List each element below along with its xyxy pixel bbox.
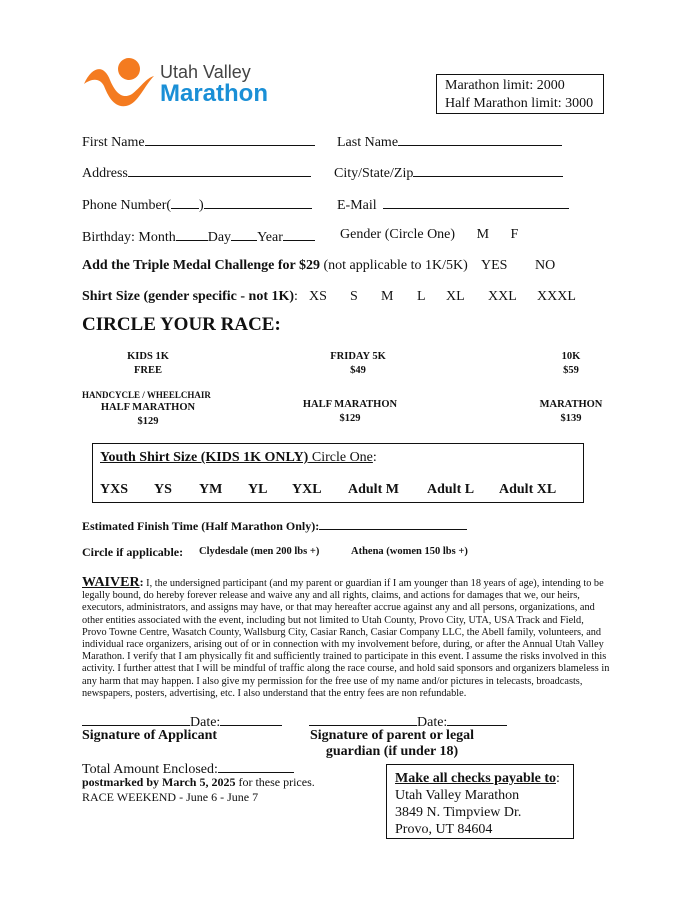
triple-no[interactable]: NO	[535, 258, 556, 273]
finish-time-row	[82, 516, 467, 534]
birth-month-field[interactable]	[176, 227, 208, 241]
race-half-marathon[interactable]	[295, 398, 405, 426]
triple-medal-label: Add the Triple Medal Challenge for $29	[82, 258, 320, 273]
area-code-field[interactable]	[171, 195, 199, 209]
athena-option[interactable]: Athena (women 150 lbs +)	[351, 546, 468, 557]
logo-line-2: Marathon	[160, 80, 268, 107]
youth-colon: :	[372, 450, 377, 465]
last-name-row	[337, 132, 562, 151]
shirt-m[interactable]: M	[381, 289, 394, 304]
youth-adult-xl[interactable]: Adult XL	[499, 482, 557, 497]
clydesdale-option[interactable]: Clydesdale (men 200 lbs +)	[199, 546, 320, 557]
ten-k-label: 10K	[561, 351, 581, 362]
youth-ym[interactable]: YM	[199, 482, 223, 497]
birthday-row	[82, 227, 315, 246]
logo	[82, 56, 282, 108]
checks-heading-row	[395, 770, 573, 787]
birthday-year-label: Year	[257, 230, 283, 245]
email-field[interactable]	[383, 195, 569, 209]
waiver-text: I, the undersigned participant (and my parent or guardian if I am younger than 18 years of age), intending to be legally bound, do hereby forever release and waive any and all rights, claims, and actions for damages that we, our heirs, executors, administrators, and assigns may have, or that may hereafter accrue against any and all persons, organizations, and other entities associated with the event, including but not limited to Utah County, Provo City, UTA, USA Track and Field, Provo Towne Centre, Wasatch County, Wallsburg City, Casiar Ranch, Casiar Company LLC, the Abell family, volunteers, and individual race organizers, arising out of or in connection with my involvement before, during, or after the Annual Utah Valley Marathon. I verify that I am physically fit and sufficiently trained to participate in this event. I assume the risks involved in this activity. I further attest that I will be mindful of traffic along the race course, and hold said sponsors and organizers blameless in any harm that may happen. I also give my permission for the free use of my name and/or pictures in telecasts, broadcasts, newspapers, posters, advertising, etc. I also understand that the entry fees are non refundable.	[82, 578, 610, 699]
address-label: Address	[82, 166, 128, 181]
phone-field[interactable]	[204, 195, 312, 209]
gender-row	[340, 227, 518, 243]
shirt-size-colon: :	[294, 289, 298, 304]
youth-adult-m[interactable]: Adult M	[348, 482, 399, 497]
applicant-date-label: Date:	[190, 715, 221, 730]
half-marathon-price: $129	[339, 413, 361, 424]
ten-k-price: $59	[563, 365, 579, 376]
shirt-s[interactable]: S	[350, 289, 358, 304]
address-row	[82, 163, 311, 182]
shirt-xxl[interactable]: XXL	[488, 289, 517, 304]
youth-shirt-box	[92, 443, 584, 503]
waiver-paragraph	[82, 576, 610, 700]
youth-shirt-label: Youth Shirt Size (KIDS 1K ONLY)	[100, 450, 309, 465]
marathon-label: MARATHON	[539, 399, 603, 410]
applicant-date-field[interactable]	[220, 712, 282, 726]
handcycle-price: $129	[137, 416, 159, 427]
total-field[interactable]	[218, 759, 294, 773]
guardian-date-label: Date:	[417, 715, 448, 730]
checks-street: 3849 N. Timpview Dr.	[395, 805, 522, 820]
youth-yl[interactable]: YL	[248, 482, 268, 497]
youth-shirt-heading	[100, 450, 377, 466]
birth-day-field[interactable]	[231, 227, 257, 241]
gender-m[interactable]: M	[476, 227, 490, 242]
postmark-row	[82, 775, 315, 790]
applicant-signature-label: Signature of Applicant	[82, 728, 218, 743]
gender-f[interactable]: F	[510, 227, 519, 242]
half-marathon-limit: Half Marathon limit: 3000	[445, 96, 594, 111]
first-name-label: First Name	[82, 135, 145, 150]
birthday-day-label: Day	[207, 230, 232, 245]
shirt-l[interactable]: L	[417, 289, 426, 304]
address-field[interactable]	[128, 163, 311, 177]
guardian-date-field[interactable]	[447, 712, 507, 726]
guardian-signature-field[interactable]	[309, 712, 417, 726]
finish-time-label: Estimated Finish Time (Half Marathon Only):	[82, 519, 320, 533]
race-marathon[interactable]	[535, 398, 607, 426]
city-state-zip-field[interactable]	[413, 163, 563, 177]
total-label: Total Amount Enclosed:	[82, 762, 218, 777]
half-marathon-label: HALF MARATHON	[302, 399, 398, 410]
race-10k[interactable]	[552, 350, 590, 378]
logo-line-1: Utah Valley	[160, 62, 251, 82]
waiver-heading: WAIVER	[82, 575, 140, 590]
race-friday-5k[interactable]	[318, 350, 398, 378]
youth-ys[interactable]: YS	[154, 482, 172, 497]
birth-year-field[interactable]	[283, 227, 315, 241]
youth-adult-l[interactable]: Adult L	[427, 482, 475, 497]
city-state-zip-label: City/State/Zip	[334, 166, 414, 181]
triple-medal-note: (not applicable to 1K/5K)	[320, 258, 468, 273]
last-name-field[interactable]	[398, 132, 562, 146]
last-name-label: Last Name	[337, 135, 399, 150]
marathon-limit: Marathon limit: 2000	[445, 78, 565, 93]
youth-yxs[interactable]: YXS	[100, 482, 129, 497]
postmark-prices: for these prices.	[235, 775, 315, 789]
race-kids-1k[interactable]	[118, 350, 178, 378]
email-label: E-Mail	[337, 198, 377, 213]
waiver-colon: :	[139, 575, 144, 589]
shirt-xs[interactable]: XS	[309, 289, 327, 304]
triple-yes[interactable]: YES	[481, 258, 508, 273]
triple-medal-row	[82, 258, 468, 274]
city-row	[334, 163, 563, 182]
race-handcycle[interactable]	[82, 388, 214, 429]
youth-circle-one: Circle One	[308, 450, 373, 465]
kids-1k-price: FREE	[133, 365, 162, 376]
postmark-date: postmarked by March 5, 2025	[82, 775, 236, 789]
gender-label: Gender (Circle One)	[340, 227, 456, 242]
checks-box	[386, 764, 574, 839]
guardian-signature-label	[309, 728, 475, 760]
first-name-row	[82, 132, 315, 151]
handcycle-sub: HALF MARATHON	[100, 402, 196, 413]
shirt-size-label	[82, 289, 298, 305]
checks-heading: Make all checks payable to	[395, 771, 556, 786]
guardian-label-line-2: guardian (if under 18)	[325, 744, 459, 759]
circle-race-heading: CIRCLE YOUR RACE:	[82, 314, 281, 335]
friday-5k-label: FRIDAY 5K	[330, 351, 386, 362]
friday-5k-price: $49	[350, 365, 366, 376]
handcycle-label: HANDCYCLE / WHEELCHAIR	[82, 390, 211, 400]
checks-payee: Utah Valley Marathon	[395, 788, 520, 803]
phone-label: Phone Number(	[82, 198, 172, 213]
guardian-label-line-1: Signature of parent or legal	[309, 728, 475, 743]
marathon-price: $139	[560, 413, 582, 424]
shirt-size-text: Shirt Size (gender specific - not 1K)	[82, 289, 295, 304]
phone-row	[82, 195, 312, 214]
shirt-xxxl[interactable]: XXXL	[537, 289, 576, 304]
race-weekend: RACE WEEKEND - June 6 - June 7	[82, 790, 259, 804]
applicable-label: Circle if applicable:	[82, 545, 184, 559]
birthday-month-label: Birthday: Month	[82, 230, 176, 245]
kids-1k-label: KIDS 1K	[127, 351, 169, 362]
applicant-signature-field[interactable]	[82, 712, 190, 726]
runner-logo-icon	[82, 56, 160, 108]
finish-time-field[interactable]	[319, 516, 467, 530]
checks-colon: :	[556, 771, 560, 786]
first-name-field[interactable]	[145, 132, 315, 146]
youth-yxl[interactable]: YXL	[292, 482, 322, 497]
limits-box	[436, 74, 604, 114]
checks-city: Provo, UT 84604	[395, 822, 493, 837]
phone-paren: )	[199, 198, 204, 213]
email-row	[337, 195, 569, 214]
shirt-xl[interactable]: XL	[446, 289, 465, 304]
